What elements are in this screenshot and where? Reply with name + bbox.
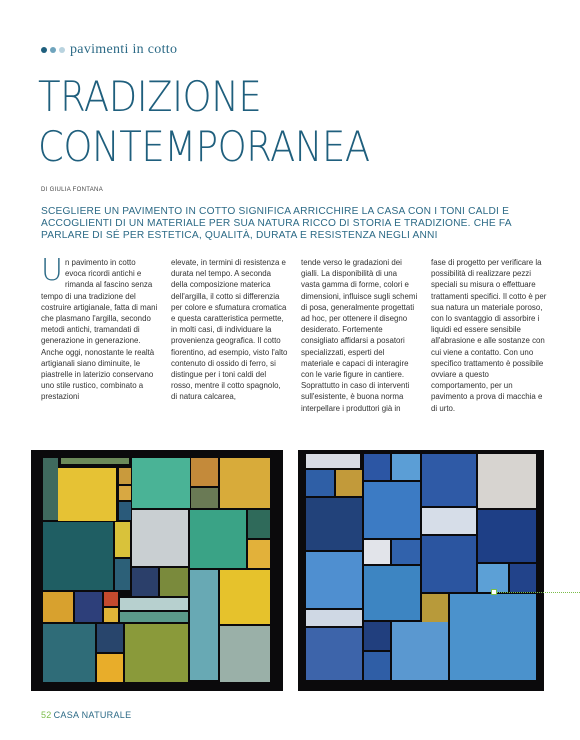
tile <box>190 570 218 680</box>
tile <box>478 510 536 562</box>
tile <box>75 592 102 622</box>
tile <box>61 458 129 464</box>
tile <box>364 540 390 564</box>
tile <box>510 564 536 592</box>
tile <box>119 502 131 520</box>
tile <box>104 608 118 622</box>
tile <box>97 654 123 682</box>
tile <box>422 508 476 534</box>
tile <box>119 468 131 484</box>
tile <box>422 454 476 506</box>
tile <box>364 622 390 650</box>
tile <box>422 536 476 592</box>
tile <box>364 482 420 538</box>
tile-photo-blue <box>298 450 544 691</box>
magazine-name: CASA NATURALE <box>53 710 132 720</box>
tile <box>450 594 536 680</box>
page-footer <box>41 710 131 720</box>
byline: DI GIULIA FONTANA <box>41 187 103 193</box>
tile <box>190 510 246 568</box>
tile <box>43 624 95 682</box>
tile <box>392 454 420 480</box>
tile <box>478 564 508 592</box>
tile <box>392 540 420 564</box>
headline-line-1: TRADIZIONE <box>38 72 262 121</box>
callout-marker <box>491 589 497 595</box>
kicker-dots <box>41 47 65 53</box>
tile <box>160 568 188 596</box>
tile <box>104 592 118 606</box>
tile <box>43 458 58 520</box>
tile <box>132 510 188 566</box>
tile <box>43 522 113 590</box>
tile <box>125 624 188 682</box>
section-label: pavimenti in cotto <box>70 42 178 57</box>
tile <box>422 594 448 622</box>
tile <box>119 486 131 500</box>
tile <box>120 612 188 622</box>
tile <box>43 592 73 622</box>
section-kicker <box>41 42 177 58</box>
tile <box>306 470 334 496</box>
body-column-1-text: n pavimento in cotto evoca ricordi antichi e rimanda al fascino senza tempo di una tradizione del costruire artigianale, fatta di mani che plasmano l'argilla, secondo metodi antichi, tramandati di generazione in generazione. Anche oggi, nonostante le realtà artigianali siano diminuite, le piastrelle in laterizio conservano uno stile rustico, combinato a prestazioni <box>41 258 158 402</box>
tile <box>115 559 130 590</box>
tile <box>191 458 218 486</box>
tile <box>306 628 362 680</box>
tile <box>58 468 116 521</box>
page-number: 52 <box>41 710 52 720</box>
tile <box>478 454 536 508</box>
standfirst: SCEGLIERE UN PAVIMENTO IN COTTO SIGNIFICA ARRICCHIRE LA CASA CON I TONI CALDI E ACCOGLIENTI DI UN MATERIALE PER SUA NATURA RICCO DI STORIA E TRADIZIONE. CHE FA PARLARE DI SÉ PER ESTETICA, QUALITÀ, DURATA E RESISTENZA NEGLI ANNI <box>41 206 512 241</box>
tile <box>220 458 270 508</box>
tile <box>364 652 390 680</box>
tile-photo-warm <box>31 450 283 691</box>
tile <box>364 566 420 620</box>
body-column-3: tende verso le gradazioni dei gialli. La disponibilità di una vasta gamma di forme, colori e dimensioni, influisce sugli schemi di posa, generalmente progettati ad hoc, per ottenere il disegno desiderato. Fortemente consigliato affidarsi a posatori specializzati, esperti del materiale e capaci di interagire con le varie figure in cantiere. Soprattutto in caso di interventi sull'esistente, è buona norma interpellare i produttori già in <box>301 258 418 413</box>
body-column-1 <box>41 253 158 414</box>
tile <box>120 598 188 610</box>
tile <box>336 470 362 496</box>
tile <box>306 552 362 608</box>
tile <box>364 454 390 480</box>
kicker-dot <box>41 47 47 53</box>
tile <box>132 458 190 508</box>
tile <box>115 522 130 557</box>
kicker-dot <box>50 47 56 53</box>
tile <box>248 510 270 538</box>
tile <box>220 626 270 682</box>
tile <box>248 540 270 568</box>
tile <box>392 622 448 680</box>
tile <box>97 624 123 652</box>
tile <box>132 568 158 596</box>
tile <box>306 610 362 626</box>
headline-line-2: CONTEMPORANEA <box>38 122 370 171</box>
drop-cap: U <box>41 253 63 288</box>
kicker-dot <box>59 47 65 53</box>
tile <box>306 454 360 468</box>
body-column-4: fase di progetto per verificare la possibilità di realizzare pezzi speciali su misura o effettuare trattamenti specifici. Il cotto è per sua natura un materiale poroso, con lo svantaggio di assorbire i liquidi ed essere sensibile all'abrasione e alle sostanze con cui viene a contatto. Con uno specifico trattamento è possibile ovviare a questo comportamento, per un pavimento a prova di macchia e di urto. <box>431 258 547 413</box>
body-column-2: elevate, in termini di resistenza e durata nel tempo. A seconda della composizione materica dell'argilla, il cotto si differenzia per colore e sfumatura cromatica e questa caratteristica permette, in molti casi, di individuare la provenienza geografica. Il cotto fiorentino, ad esempio, visto l'alto contenuto di ossido di ferro, si distingue per i toni caldi del rosso, mentre il cotto spagnolo, di natura calcarea, <box>171 258 288 402</box>
article-body <box>41 253 551 414</box>
tile <box>191 488 218 508</box>
tile <box>220 570 270 624</box>
callout-line <box>494 592 580 593</box>
tile <box>306 498 362 550</box>
